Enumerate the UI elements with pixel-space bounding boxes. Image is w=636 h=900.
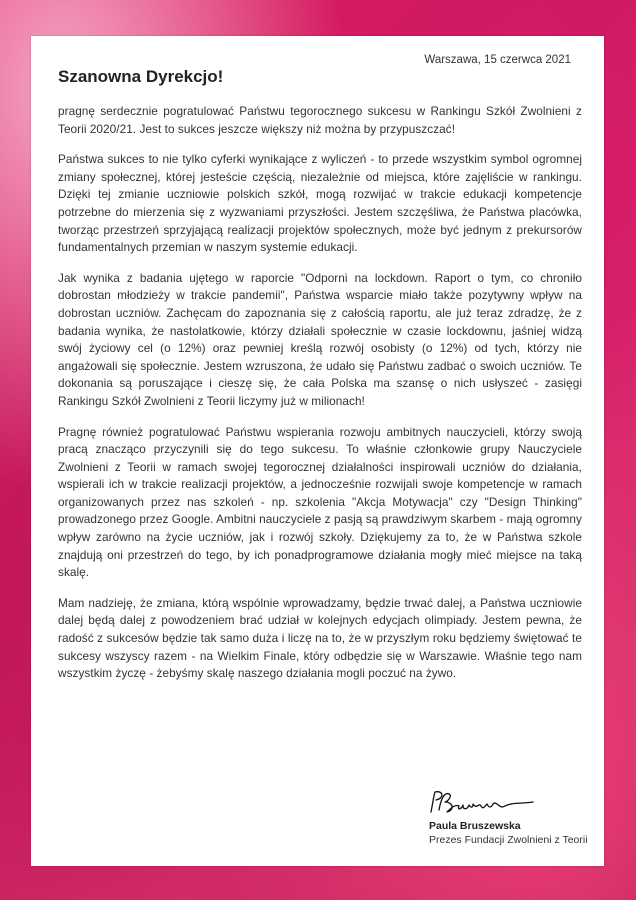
letter-date: Warszawa, 15 czerwca 2021 [424,54,571,66]
paragraph-3: Jak wynika z badania ujętego w raporcie "Odporni na lockdown. Raport o tym, co chroniło dobrostan młodzieży w trakcie pandemii", Państwa wsparcie miało także pozytywny wpływ na dobrostan uczniów. Zachęcam do zapoznania się z całością raportu, ale już teraz zdradzę, że z badania wynika, że nastolatkowie, którzy działali społecznie w czasie lockdownu, jaśniej widzą swój życiowy cel (o 12%) oraz pewniej kreślą rozwój osobisty (o 12%) od tych, którzy nie angażowali się społecznie. Jestem wzruszona, że udało się Państwu zadbać o swoich uczniów. Te dokonania są poruszające i cieszę się, że cała Polska ma szansę o nich usłyszeć - zasięgi Rankingu Szkół Zwolnieni z Teorii liczymy już w milionach! [58,270,582,408]
signer-name: Paula Bruszewska [429,820,521,832]
handwritten-signature [425,788,537,818]
paragraph-2: Państwa sukces to nie tylko cyferki wynikające z wyliczeń - to przede wszystkim symbol ogromnej zmiany społecznej, której jesteście częścią, niezależnie od miejsca, które zajęliście w rankingu. Dzięki tej zmianie uczniowie polskich szkół, mogą rozwijać w trakcie edukacji kompetencje potrzebne do mierzenia się z wyzwaniami przyszłości. Jestem szczęśliwa, że Państwa placówka, tworząc przestrzeń sprzyjającą realizacji projektów społecznych, może być jednym z prekursorów fundamentalnych przemian w naszym systemie edukacji. [58,152,582,255]
signer-title: Prezes Fundacji Zwolnieni z Teorii [429,834,588,846]
letter-body [58,103,582,696]
signature-block [423,788,593,846]
paragraph-4: Pragnę również pogratulować Państwu wspierania rozwoju ambitnych nauczycieli, którzy swoją pracą znacząco przyczynili się do tego sukcesu. To właśnie członkowie grupy Nauczyciele Zwolnieni z Teorii w ramach swojej tegorocznej działalności inspirowali uczniów do działania, wspierali ich w trakcie realizacji projektów, a jednocześnie rozwijali swoje kompetencje w ramach organizowanych przez nas szkoleń - np. szkolenia "Akcja Motywacja" czy "Design Thinking" prowadzonego przez Google. Ambitni nauczyciele z pasją są prawdziwym skarbem - mają ogromny wpływ zarówno na życie uczniów, jak i rozwój szkoły. Dziękujemy za to, że w Państwa szkole znajdują oni przestrzeń do tego, by ich ponadprogramowe działania mogły mieć miejsce na taką skalę. [58,424,582,580]
paragraph-1: pragnę serdecznie pogratulować Państwu tegorocznego sukcesu w Rankingu Szkół Zwolnieni z Teorii 2020/21. Jest to sukces jeszcze większy niż można by przypuszczać! [58,104,582,136]
paragraph-5: Mam nadzieję, że zmiana, którą wspólnie wprowadzamy, będzie trwać dalej, a Państwa uczniowie dalej będą dalej z powodzeniem brać udział w kolejnych edycjach olimpiady. Jestem pewna, że radość z sukcesów będzie tak samo duża i liczę na to, że w przyszłym roku będziemy świętować te sukcesy wszyscy razem - na Wielkim Finale, który odbędzie się w Warszawie. Właśnie tego nam wszystkim życzę - żebyśmy skalę naszego działania mogli poczuć na żywo. [58,595,582,681]
letter-greeting: Szanowna Dyrekcjo! [58,67,224,86]
letter-sheet [31,36,604,866]
